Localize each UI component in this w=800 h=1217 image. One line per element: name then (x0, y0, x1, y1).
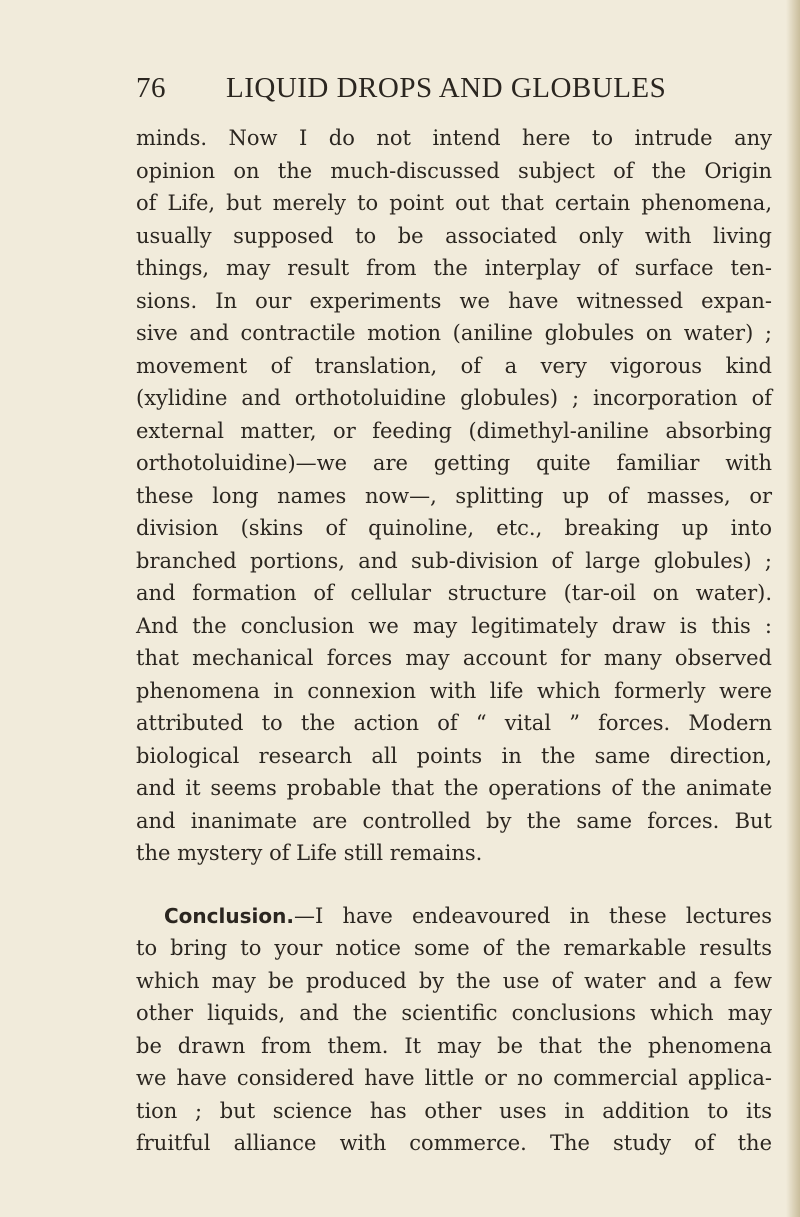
text-line: the mystery of Life still remains. (136, 841, 483, 865)
text-line: external matter, or feeding (dimethyl-aniline absorbing (136, 418, 772, 443)
text-line: and formation of cellular structure (tar-oil on water). (136, 581, 772, 605)
text-line: usually supposed to be associated only with living (136, 223, 772, 248)
text-line: movement of translation, of a very vigorous kind (136, 353, 772, 378)
text-line: biological research all points in the same direction, (136, 743, 772, 768)
text-line: fruitful alliance with commerce. The study of the (136, 1131, 772, 1155)
text-line: orthotoluidine)—we are getting quite familiar with (136, 451, 772, 475)
paragraph (136, 900, 772, 1160)
text-line: And the conclusion we may legitimately draw is this : (136, 613, 772, 638)
text-line: minds. Now I do not intend here to intrude any (136, 126, 772, 150)
page-edge-shadow (786, 0, 800, 1217)
text-line: and inanimate are controlled by the same forces. But (136, 808, 772, 833)
text-line: things, may result from the interplay of surface ten- (136, 256, 772, 280)
body-text (136, 122, 772, 1160)
paragraph (136, 122, 772, 870)
text-line: we have considered have little or no commercial applica- (136, 1066, 772, 1090)
text-line: these long names now—, splitting up of masses, or (136, 483, 772, 508)
text-line: opinion on the much-discussed subject of the Origin (136, 158, 772, 183)
text-line: that mechanical forces may account for many observed (136, 646, 772, 670)
text-line: tion ; but science has other uses in addition to its (136, 1098, 772, 1123)
running-title: LIQUID DROPS AND GLOBULES (226, 72, 667, 104)
text-line: of Life, but merely to point out that certain phenomena, (136, 191, 772, 215)
text-line: to bring to your notice some of the remarkable results (136, 936, 772, 960)
text-line: sions. In our experiments we have witnessed expan- (136, 288, 772, 313)
text-line: sive and contractile motion (aniline globules on water) ; (136, 321, 772, 345)
paragraph-gap (136, 870, 772, 900)
text-run: —I have endeavoured in these lectures (293, 903, 772, 928)
text-line: phenomena in connexion with life which formerly were (136, 678, 772, 703)
text-line: be drawn from them. It may be that the phenomena (136, 1033, 772, 1058)
section-heading: Conclusion. (164, 903, 294, 928)
text-line: division (skins of quinoline, etc., breaking up into (136, 516, 772, 540)
text-line: attributed to the action of “ vital ” forces. Modern (136, 711, 772, 735)
running-head (136, 72, 776, 112)
text-line: other liquids, and the scientific conclusions which may (136, 1001, 772, 1025)
text-line: (xylidine and orthotoluidine globules) ; incorporation of (136, 386, 772, 410)
text-line (136, 900, 772, 933)
page-number: 76 (136, 72, 166, 104)
text-line: which may be produced by the use of water and a few (136, 968, 772, 993)
text-line: branched portions, and sub-division of large globules) ; (136, 548, 772, 573)
text-line: and it seems probable that the operations of the animate (136, 776, 772, 800)
